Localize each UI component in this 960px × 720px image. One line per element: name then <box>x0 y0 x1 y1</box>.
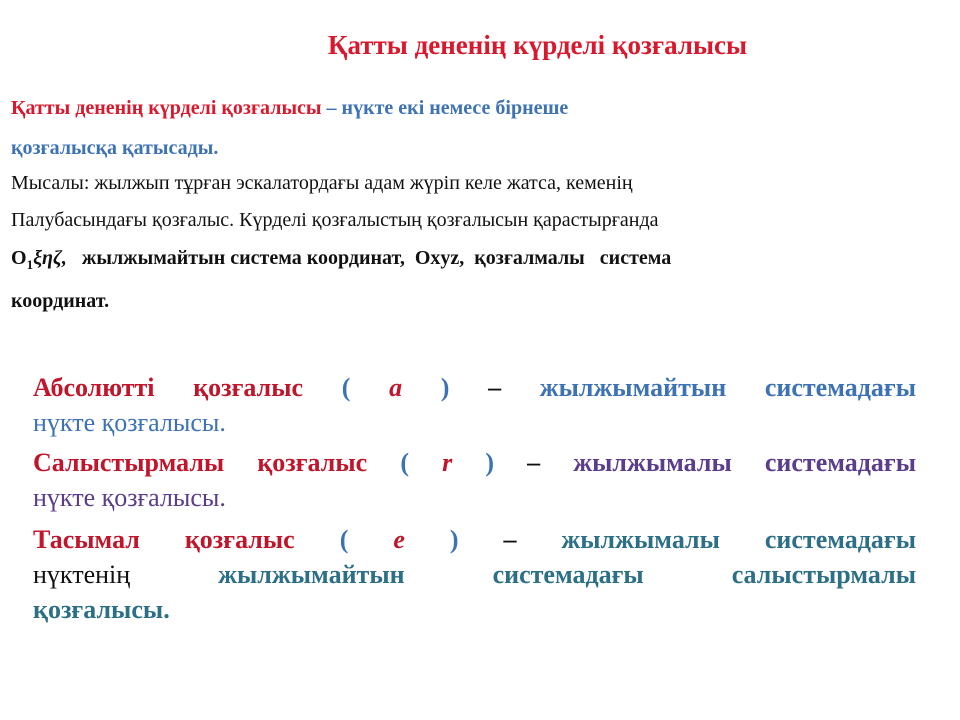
transfer-term: Тасымал қозғалыс <box>33 525 295 554</box>
greek-axes: ξηζ, <box>33 247 67 269</box>
definition-absolute: Абсолютті қозғалыс ( a ) – жылжымайтын системадағы нүкте қозғалысы. <box>33 370 916 440</box>
intro-line-4: Палубасындағы қозғалыс. Күрделі қозғалыстың қозғалысын қарастырғанда <box>11 209 659 231</box>
absolute-text-2: нүкте қозғалысы. <box>33 408 226 437</box>
definition-relative: Салыстырмалы қозғалыс ( r ) – жылжымалы системадағы нүкте қозғалысы. <box>33 445 916 515</box>
intro-line-5 <box>11 247 671 273</box>
transfer-text-2a: нүктенің <box>33 560 131 589</box>
intro-line-2: қозғалысқа қатысады. <box>11 137 219 159</box>
transfer-text-2b: жылжымайтын системадағы салыстырмалы <box>218 560 916 589</box>
absolute-term: Абсолютті қозғалыс <box>33 373 304 402</box>
fixed-system-text: жылжымайтын система координат, Oxyz, қозғалмалы система <box>66 247 672 269</box>
intro-term: Қатты дененің күрделі қозғалысы <box>11 97 322 119</box>
slide-title: Қатты дененің күрделі қозғалысы <box>327 30 748 60</box>
absolute-symbol: a <box>389 373 403 402</box>
transfer-text-1: жылжымалы системадағы <box>561 525 917 554</box>
intro-line-1 <box>11 97 568 120</box>
relative-term: Салыстырмалы қозғалыс <box>33 448 368 477</box>
intro-line-6: координат. <box>11 290 110 312</box>
origin-subscript: 1 <box>26 257 34 272</box>
transfer-symbol: e <box>393 525 405 554</box>
relative-text-2: нүкте қозғалысы. <box>33 483 226 512</box>
relative-text-1: жылжымалы системадағы <box>573 448 917 477</box>
origin-letter: O <box>11 247 27 269</box>
absolute-text-1: жылжымайтын системадағы <box>539 373 916 402</box>
intro-line-3: Мысалы: жылжып тұрған эскалатордағы адам жүріп келе жатса, кеменің <box>11 172 633 194</box>
definition-transfer: Тасымал қозғалыс ( e ) – жылжымалы системадағы нүктенің жылжымайтын системадағы салыстырмалы қозғалысы. <box>33 522 916 627</box>
intro-dash-text: – нүкте екі немесе бірнеше <box>321 97 569 119</box>
relative-symbol: r <box>442 448 453 477</box>
transfer-text-3: қозғалысы. <box>33 595 170 624</box>
